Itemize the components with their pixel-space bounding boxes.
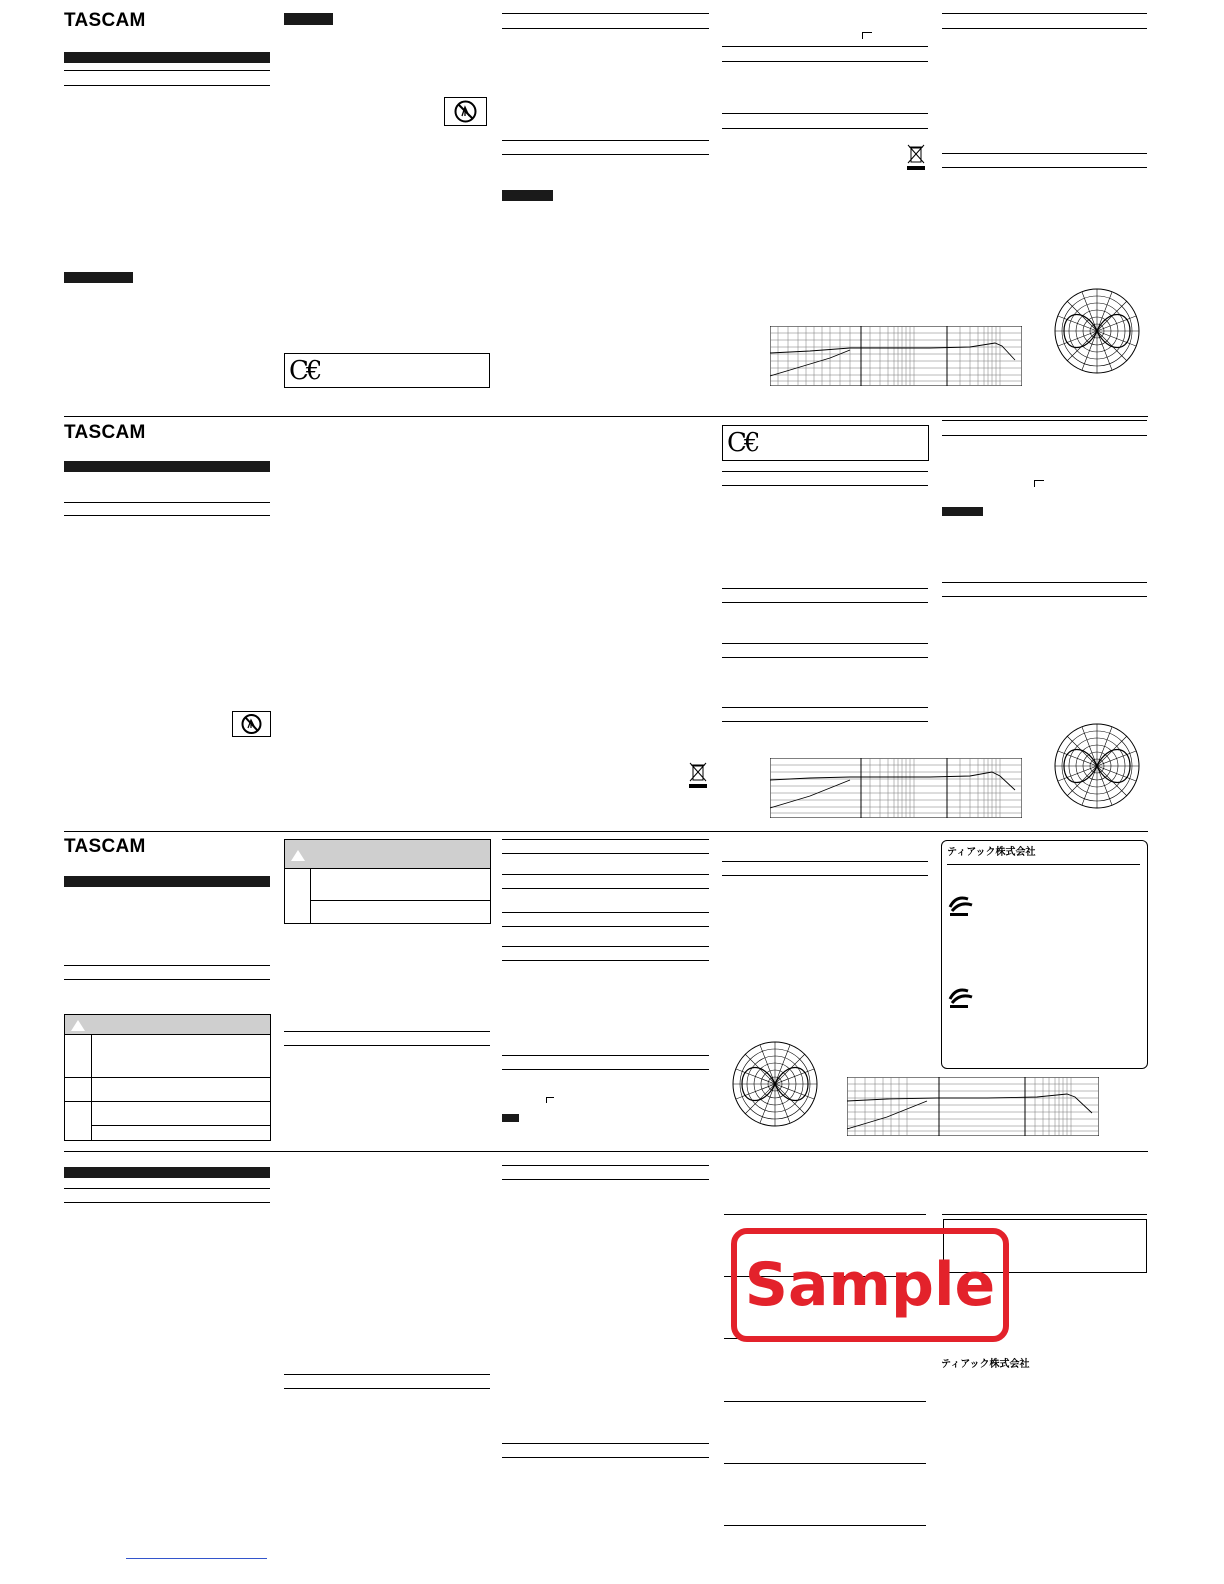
corner-mark [1034, 480, 1044, 487]
divider [64, 515, 270, 516]
ce-mark-box [722, 425, 929, 461]
polar-pattern-graph [1054, 288, 1140, 374]
divider [502, 28, 709, 29]
divider [947, 864, 1140, 865]
tascam-logo: TASCAM [64, 422, 146, 443]
divider [722, 113, 928, 114]
divider [502, 154, 709, 155]
warning-triangle-icon [291, 850, 305, 861]
divider [942, 28, 1147, 29]
divider [502, 1457, 709, 1458]
divider [502, 888, 709, 889]
divider [722, 643, 928, 644]
divider [722, 861, 928, 862]
divider [502, 853, 709, 854]
polar-pattern-graph [732, 1041, 818, 1127]
section-heading-bar [502, 190, 553, 201]
divider [502, 1055, 709, 1056]
divider [942, 596, 1147, 597]
divider [64, 85, 270, 86]
ce-mark: C€ [289, 356, 320, 386]
crossed-bin-icon [688, 761, 708, 789]
divider [942, 582, 1147, 583]
divider [722, 602, 928, 603]
divider [284, 1031, 490, 1032]
frequency-response-graph [847, 1077, 1099, 1136]
section-heading-bar [64, 272, 133, 283]
divider [722, 721, 928, 722]
sample-watermark: Sample [731, 1228, 1009, 1342]
divider [942, 153, 1147, 154]
divider [722, 875, 928, 876]
divider [724, 1401, 926, 1402]
divider [724, 1214, 926, 1215]
section-heading-bar [502, 1114, 519, 1122]
divider [722, 128, 928, 129]
title-bar [64, 461, 270, 472]
table-column-divider [310, 868, 311, 924]
divider [284, 1374, 490, 1375]
tascam-logo: TASCAM [64, 10, 146, 31]
divider [724, 1525, 926, 1526]
tripod-warning-icon [444, 97, 487, 126]
recycle-mark-icon [948, 893, 974, 917]
divider [64, 979, 270, 980]
divider [502, 13, 709, 14]
divider [502, 874, 709, 875]
divider [284, 1388, 490, 1389]
divider [722, 46, 928, 47]
divider [942, 420, 1147, 421]
divider [64, 1188, 270, 1189]
ce-mark-box [284, 353, 490, 388]
divider [942, 1214, 1147, 1215]
divider [502, 140, 709, 141]
divider [502, 1179, 709, 1180]
url-link[interactable] [126, 1558, 267, 1559]
polar-pattern-graph [1054, 723, 1140, 809]
divider [64, 502, 270, 503]
divider [722, 657, 928, 658]
corner-mark [546, 1097, 554, 1103]
company-name: ティアック株式会社 [947, 847, 1036, 858]
divider [942, 435, 1147, 436]
section-separator [64, 1151, 1148, 1152]
table-row-divider [91, 1125, 271, 1126]
divider [64, 70, 270, 71]
recycle-mark-icon [948, 985, 974, 1009]
divider [284, 1045, 490, 1046]
crossed-bin-icon [906, 143, 926, 171]
title-bar [64, 876, 270, 887]
divider [722, 485, 928, 486]
frequency-response-graph [770, 326, 1022, 386]
warning-table-header [64, 1014, 271, 1035]
divider [722, 707, 928, 708]
divider [502, 960, 709, 961]
section-heading-bar [284, 13, 333, 25]
warning-table [284, 868, 491, 924]
divider [502, 1165, 709, 1166]
divider [64, 965, 270, 966]
divider [502, 1069, 709, 1070]
title-bar [64, 52, 270, 63]
section-heading-bar [942, 507, 983, 516]
corner-mark [862, 32, 872, 39]
divider [502, 1443, 709, 1444]
title-bar [64, 1167, 270, 1178]
section-separator [64, 416, 1148, 417]
divider [942, 167, 1147, 168]
table-row-divider [310, 900, 491, 901]
warning-triangle-icon [71, 1020, 85, 1031]
divider [942, 13, 1147, 14]
divider [64, 1202, 270, 1203]
company-name: ティアック株式会社 [941, 1359, 1030, 1370]
divider [502, 912, 709, 913]
table-row-divider [64, 1077, 271, 1078]
divider [502, 946, 709, 947]
divider [502, 926, 709, 927]
warning-table-header [284, 839, 491, 869]
tascam-logo: TASCAM [64, 836, 146, 857]
table-row-divider [64, 1101, 271, 1102]
ce-mark: C€ [727, 428, 758, 458]
frequency-response-graph [770, 758, 1022, 818]
divider [722, 61, 928, 62]
tripod-warning-icon [232, 711, 271, 737]
divider [502, 839, 709, 840]
section-separator [64, 831, 1148, 832]
divider [722, 471, 928, 472]
recycle-info-box [941, 840, 1148, 1069]
divider [722, 588, 928, 589]
divider [724, 1463, 926, 1464]
